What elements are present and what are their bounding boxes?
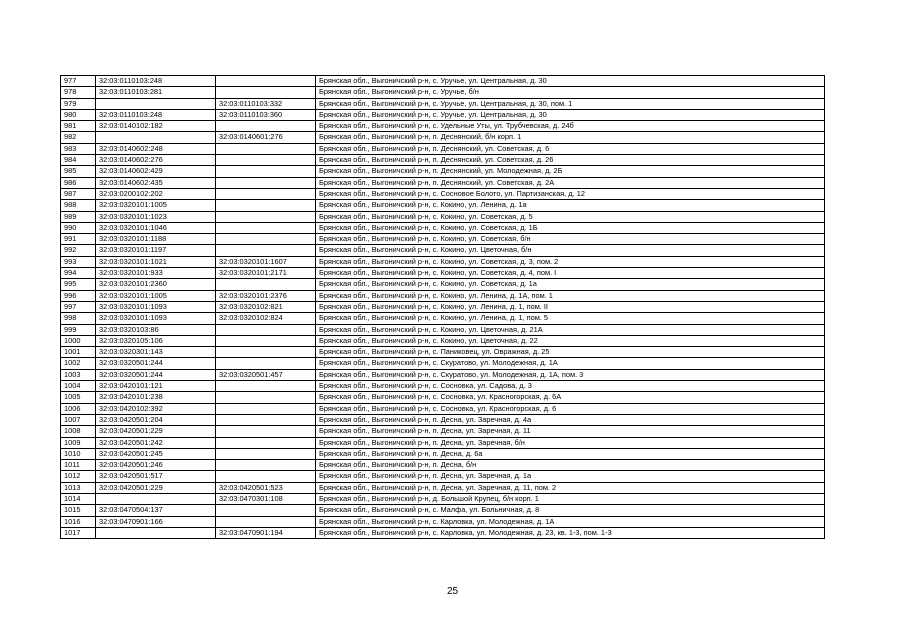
table-row — [61, 222, 825, 233]
premises-cadastral-number-cell: 32:03:0110103:360 — [216, 109, 316, 120]
row-number-cell: 1005 — [61, 392, 96, 403]
table-row — [61, 256, 825, 267]
table-row — [61, 279, 825, 290]
cadastral-number-cell: 32:03:0320101:933 — [96, 268, 216, 279]
cadastral-number-cell — [96, 98, 216, 109]
premises-cadastral-number-cell — [216, 403, 316, 414]
premises-cadastral-number-cell — [216, 347, 316, 358]
address-cell: Брянская обл., Выгоничский р-н, с. Уручье, ул. Центральная, д. 30 — [316, 76, 825, 87]
table-row — [61, 188, 825, 199]
cadastral-number-cell: 32:03:0420102:392 — [96, 403, 216, 414]
premises-cadastral-number-cell — [216, 460, 316, 471]
address-cell: Брянская обл., Выгоничский р-н, с. Кокино, ул. Цветочная, д. 22 — [316, 335, 825, 346]
row-number-cell: 984 — [61, 155, 96, 166]
table-row — [61, 313, 825, 324]
address-cell: Брянская обл., Выгоничский р-н, с. Кокино, ул. Ленина, д. 1а — [316, 200, 825, 211]
premises-cadastral-number-cell: 32:03:0470301:108 — [216, 493, 316, 504]
address-cell: Брянская обл., Выгоничский р-н, п. Деснянский, ул. Молодежная, д. 2Б — [316, 166, 825, 177]
address-cell: Брянская обл., Выгоничский р-н, п. Деснянский, б/н корп. 1 — [316, 132, 825, 143]
table-row — [61, 403, 825, 414]
cadastral-number-cell: 32:03:0320101:1093 — [96, 301, 216, 312]
premises-cadastral-number-cell — [216, 222, 316, 233]
address-cell: Брянская обл., Выгоничский р-н, с. Уручье, ул. Центральная, д. 30, пом. 1 — [316, 98, 825, 109]
table-row — [61, 482, 825, 493]
table-row — [61, 234, 825, 245]
address-cell: Брянская обл., Выгоничский р-н, д. Большой Крупец, б/н корп. 1 — [316, 493, 825, 504]
address-cell: Брянская обл., Выгоничский р-н, с. Малфа, ул. Больничная, д. 8 — [316, 505, 825, 516]
table-row — [61, 268, 825, 279]
address-cell: Брянская обл., Выгоничский р-н, с. Сосновка, ул. Садова, д. 3 — [316, 381, 825, 392]
table-row — [61, 98, 825, 109]
cadastral-number-cell: 32:03:0320103:86 — [96, 324, 216, 335]
table-row — [61, 155, 825, 166]
address-cell: Брянская обл., Выгоничский р-н, с. Кокино, ул. Цветочная, д. 21А — [316, 324, 825, 335]
cadastral-number-cell: 32:03:0140602:248 — [96, 143, 216, 154]
row-number-cell: 995 — [61, 279, 96, 290]
row-number-cell: 1015 — [61, 505, 96, 516]
table-row — [61, 493, 825, 504]
premises-cadastral-number-cell — [216, 87, 316, 98]
table-row — [61, 426, 825, 437]
address-cell: Брянская обл., Выгоничский р-н, с. Удельные Уты, ул. Трубчевская, д. 24б — [316, 121, 825, 132]
premises-cadastral-number-cell — [216, 143, 316, 154]
table-row — [61, 76, 825, 87]
premises-cadastral-number-cell — [216, 211, 316, 222]
address-cell: Брянская обл., Выгоничский р-н, п. Десна, ул. Заречная, д. 4а — [316, 414, 825, 425]
address-cell: Брянская обл., Выгоничский р-н, с. Сосновка, ул. Красногорская, д. 6 — [316, 403, 825, 414]
premises-cadastral-number-cell — [216, 437, 316, 448]
address-cell: Брянская обл., Выгоничский р-н, с. Паниковец, ул. Овражная, д. 25 — [316, 347, 825, 358]
table-row — [61, 505, 825, 516]
cadastral-number-cell: 32:03:0320101:1046 — [96, 222, 216, 233]
row-number-cell: 991 — [61, 234, 96, 245]
address-cell: Брянская обл., Выгоничский р-н, с. Карловка, ул. Молодежная, д. 23, кв. 1-3, пом. 1-3 — [316, 527, 825, 538]
address-cell: Брянская обл., Выгоничский р-н, п. Деснянский, ул. Советская, д. 26 — [316, 155, 825, 166]
row-number-cell: 1004 — [61, 381, 96, 392]
table-row — [61, 460, 825, 471]
row-number-cell: 1011 — [61, 460, 96, 471]
premises-cadastral-number-cell — [216, 414, 316, 425]
table-row — [61, 245, 825, 256]
row-number-cell: 1007 — [61, 414, 96, 425]
premises-cadastral-number-cell — [216, 155, 316, 166]
premises-cadastral-number-cell — [216, 121, 316, 132]
row-number-cell: 996 — [61, 290, 96, 301]
address-cell: Брянская обл., Выгоничский р-н, с. Кокино, ул. Советская, д. 3, пом. 2 — [316, 256, 825, 267]
row-number-cell: 1012 — [61, 471, 96, 482]
premises-cadastral-number-cell — [216, 392, 316, 403]
cadastral-number-cell: 32:03:0420501:229 — [96, 482, 216, 493]
address-cell: Брянская обл., Выгоничский р-н, с. Кокино, ул. Советская, д. 5 — [316, 211, 825, 222]
address-cell: Брянская обл., Выгоничский р-н, с. Сосновка, ул. Красногорская, д. 6А — [316, 392, 825, 403]
page-number: 25 — [446, 586, 459, 597]
table-row — [61, 109, 825, 120]
premises-cadastral-number-cell: 32:03:0110103:332 — [216, 98, 316, 109]
premises-cadastral-number-cell — [216, 471, 316, 482]
cadastral-number-cell — [96, 527, 216, 538]
cadastral-number-cell: 32:03:0320301:143 — [96, 347, 216, 358]
row-number-cell: 987 — [61, 188, 96, 199]
cadastral-number-cell: 32:03:0140602:429 — [96, 166, 216, 177]
row-number-cell: 977 — [61, 76, 96, 87]
cadastral-number-cell: 32:03:0420501:204 — [96, 414, 216, 425]
address-cell: Брянская обл., Выгоничский р-н, с. Скуратово, ул. Молодежная, д. 1А — [316, 358, 825, 369]
row-number-cell: 993 — [61, 256, 96, 267]
cadastral-number-cell: 32:03:0420101:238 — [96, 392, 216, 403]
row-number-cell: 985 — [61, 166, 96, 177]
row-number-cell: 1008 — [61, 426, 96, 437]
row-number-cell: 1010 — [61, 448, 96, 459]
row-number-cell: 989 — [61, 211, 96, 222]
address-cell: Брянская обл., Выгоничский р-н, с. Кокино, ул. Цветочная, б/н — [316, 245, 825, 256]
row-number-cell: 994 — [61, 268, 96, 279]
premises-cadastral-number-cell — [216, 324, 316, 335]
row-number-cell: 1016 — [61, 516, 96, 527]
address-cell: Брянская обл., Выгоничский р-н, с. Скуратово, ул. Молодежная, д. 1А, пом. 3 — [316, 369, 825, 380]
table-row — [61, 471, 825, 482]
cadastral-number-cell — [96, 132, 216, 143]
cadastral-number-cell — [96, 493, 216, 504]
premises-cadastral-number-cell: 32:03:0320102:821 — [216, 301, 316, 312]
property-registry-table — [60, 75, 825, 539]
cadastral-number-cell: 32:03:0420501:242 — [96, 437, 216, 448]
table-row — [61, 335, 825, 346]
row-number-cell: 990 — [61, 222, 96, 233]
table-row — [61, 132, 825, 143]
cadastral-number-cell: 32:03:0320101:2360 — [96, 279, 216, 290]
table-row — [61, 166, 825, 177]
premises-cadastral-number-cell — [216, 177, 316, 188]
table-row — [61, 290, 825, 301]
row-number-cell: 997 — [61, 301, 96, 312]
cadastral-number-cell: 32:03:0320101:1188 — [96, 234, 216, 245]
row-number-cell: 978 — [61, 87, 96, 98]
table-row — [61, 200, 825, 211]
row-number-cell: 986 — [61, 177, 96, 188]
table-row — [61, 211, 825, 222]
premises-cadastral-number-cell: 32:03:0470901:194 — [216, 527, 316, 538]
cadastral-number-cell: 32:03:0420501:517 — [96, 471, 216, 482]
premises-cadastral-number-cell: 32:03:0320101:2171 — [216, 268, 316, 279]
premises-cadastral-number-cell: 32:03:0320101:1607 — [216, 256, 316, 267]
address-cell: Брянская обл., Выгоничский р-н, с. Кокино, ул. Ленина, д. 1А, пом. 1 — [316, 290, 825, 301]
address-cell: Брянская обл., Выгоничский р-н, с. Карловка, ул. Молодежная, д. 1А — [316, 516, 825, 527]
table-row — [61, 381, 825, 392]
premises-cadastral-number-cell — [216, 358, 316, 369]
registry-table-body — [61, 76, 825, 539]
cadastral-number-cell: 32:03:0320501:244 — [96, 369, 216, 380]
premises-cadastral-number-cell: 32:03:0320501:457 — [216, 369, 316, 380]
table-row — [61, 369, 825, 380]
address-cell: Брянская обл., Выгоничский р-н, п. Десна, ул. Заречная, д. 11 — [316, 426, 825, 437]
premises-cadastral-number-cell — [216, 335, 316, 346]
address-cell: Брянская обл., Выгоничский р-н, п. Десна, ул. Заречная, д. 1а — [316, 471, 825, 482]
row-number-cell: 1014 — [61, 493, 96, 504]
table-row — [61, 121, 825, 132]
cadastral-number-cell: 32:03:0320101:1005 — [96, 200, 216, 211]
address-cell: Брянская обл., Выгоничский р-н, с. Кокино, ул. Советская, д. 1а — [316, 279, 825, 290]
cadastral-number-cell: 32:03:0200102:202 — [96, 188, 216, 199]
premises-cadastral-number-cell — [216, 234, 316, 245]
row-number-cell: 983 — [61, 143, 96, 154]
table-row — [61, 437, 825, 448]
premises-cadastral-number-cell — [216, 166, 316, 177]
cadastral-number-cell: 32:03:0110103:248 — [96, 76, 216, 87]
address-cell: Брянская обл., Выгоничский р-н, с. Уручье, ул. Центральная, д. 30 — [316, 109, 825, 120]
cadastral-number-cell: 32:03:0420101:121 — [96, 381, 216, 392]
table-row — [61, 414, 825, 425]
table-row — [61, 87, 825, 98]
table-row — [61, 527, 825, 538]
premises-cadastral-number-cell — [216, 200, 316, 211]
cadastral-number-cell: 32:03:0110103:248 — [96, 109, 216, 120]
cadastral-number-cell: 32:03:0320101:1005 — [96, 290, 216, 301]
address-cell: Брянская обл., Выгоничский р-н, п. Десна, д. 6а — [316, 448, 825, 459]
cadastral-number-cell: 32:03:0320101:1093 — [96, 313, 216, 324]
address-cell: Брянская обл., Выгоничский р-н, п. Десна, б/н — [316, 460, 825, 471]
premises-cadastral-number-cell — [216, 505, 316, 516]
cadastral-number-cell: 32:03:0420501:246 — [96, 460, 216, 471]
row-number-cell: 992 — [61, 245, 96, 256]
row-number-cell: 1003 — [61, 369, 96, 380]
table-row — [61, 301, 825, 312]
table-row — [61, 143, 825, 154]
cadastral-number-cell: 32:03:0320105:106 — [96, 335, 216, 346]
address-cell: Брянская обл., Выгоничский р-н, с. Кокино, ул. Советская, д. 4, пом. I — [316, 268, 825, 279]
row-number-cell: 980 — [61, 109, 96, 120]
cadastral-number-cell: 32:03:0110103:281 — [96, 87, 216, 98]
table-row — [61, 448, 825, 459]
address-cell: Брянская обл., Выгоничский р-н, п. Десна, ул. Заречная, д. 11, пом. 2 — [316, 482, 825, 493]
cadastral-number-cell: 32:03:0320101:1021 — [96, 256, 216, 267]
premises-cadastral-number-cell — [216, 188, 316, 199]
address-cell: Брянская обл., Выгоничский р-н, п. Десна, ул. Заречная, б/н — [316, 437, 825, 448]
address-cell: Брянская обл., Выгоничский р-н, п. Деснянский, ул. Советская, д. 2А — [316, 177, 825, 188]
premises-cadastral-number-cell: 32:03:0320101:2376 — [216, 290, 316, 301]
address-cell: Брянская обл., Выгоничский р-н, с. Кокино, ул. Советская, б/н — [316, 234, 825, 245]
row-number-cell: 988 — [61, 200, 96, 211]
table-row — [61, 358, 825, 369]
row-number-cell: 981 — [61, 121, 96, 132]
address-cell: Брянская обл., Выгоничский р-н, с. Уручье, б/н — [316, 87, 825, 98]
premises-cadastral-number-cell — [216, 76, 316, 87]
row-number-cell: 1002 — [61, 358, 96, 369]
cadastral-number-cell: 32:03:0320501:244 — [96, 358, 216, 369]
table-row — [61, 516, 825, 527]
premises-cadastral-number-cell: 32:03:0320102:824 — [216, 313, 316, 324]
row-number-cell: 1009 — [61, 437, 96, 448]
row-number-cell: 1001 — [61, 347, 96, 358]
address-cell: Брянская обл., Выгоничский р-н, с. Кокино, ул. Ленина, д. 1, пом. 5 — [316, 313, 825, 324]
table-row — [61, 324, 825, 335]
premises-cadastral-number-cell — [216, 245, 316, 256]
table-row — [61, 177, 825, 188]
cadastral-number-cell: 32:03:0470901:166 — [96, 516, 216, 527]
row-number-cell: 1000 — [61, 335, 96, 346]
row-number-cell: 998 — [61, 313, 96, 324]
row-number-cell: 982 — [61, 132, 96, 143]
cadastral-number-cell: 32:03:0140102:182 — [96, 121, 216, 132]
row-number-cell: 1017 — [61, 527, 96, 538]
premises-cadastral-number-cell — [216, 381, 316, 392]
row-number-cell: 1013 — [61, 482, 96, 493]
premises-cadastral-number-cell: 32:03:0140601:276 — [216, 132, 316, 143]
premises-cadastral-number-cell — [216, 516, 316, 527]
address-cell: Брянская обл., Выгоничский р-н, с. Сосновое Болото, ул. Партизанская, д. 12 — [316, 188, 825, 199]
premises-cadastral-number-cell — [216, 448, 316, 459]
premises-cadastral-number-cell — [216, 426, 316, 437]
cadastral-number-cell: 32:03:0420501:229 — [96, 426, 216, 437]
table-row — [61, 392, 825, 403]
cadastral-number-cell: 32:03:0320101:1023 — [96, 211, 216, 222]
address-cell: Брянская обл., Выгоничский р-н, п. Деснянский, ул. Советская, д. 6 — [316, 143, 825, 154]
cadastral-number-cell: 32:03:0420501:245 — [96, 448, 216, 459]
table-row — [61, 347, 825, 358]
premises-cadastral-number-cell: 32:03:0420501:523 — [216, 482, 316, 493]
cadastral-number-cell: 32:03:0470504:137 — [96, 505, 216, 516]
row-number-cell: 979 — [61, 98, 96, 109]
cadastral-number-cell: 32:03:0140602:435 — [96, 177, 216, 188]
row-number-cell: 999 — [61, 324, 96, 335]
premises-cadastral-number-cell — [216, 279, 316, 290]
address-cell: Брянская обл., Выгоничский р-н, с. Кокино, ул. Ленина, д. 1, пом. II — [316, 301, 825, 312]
address-cell: Брянская обл., Выгоничский р-н, с. Кокино, ул. Советская, д. 1Б — [316, 222, 825, 233]
cadastral-number-cell: 32:03:0320101:1197 — [96, 245, 216, 256]
cadastral-number-cell: 32:03:0140602:276 — [96, 155, 216, 166]
row-number-cell: 1006 — [61, 403, 96, 414]
